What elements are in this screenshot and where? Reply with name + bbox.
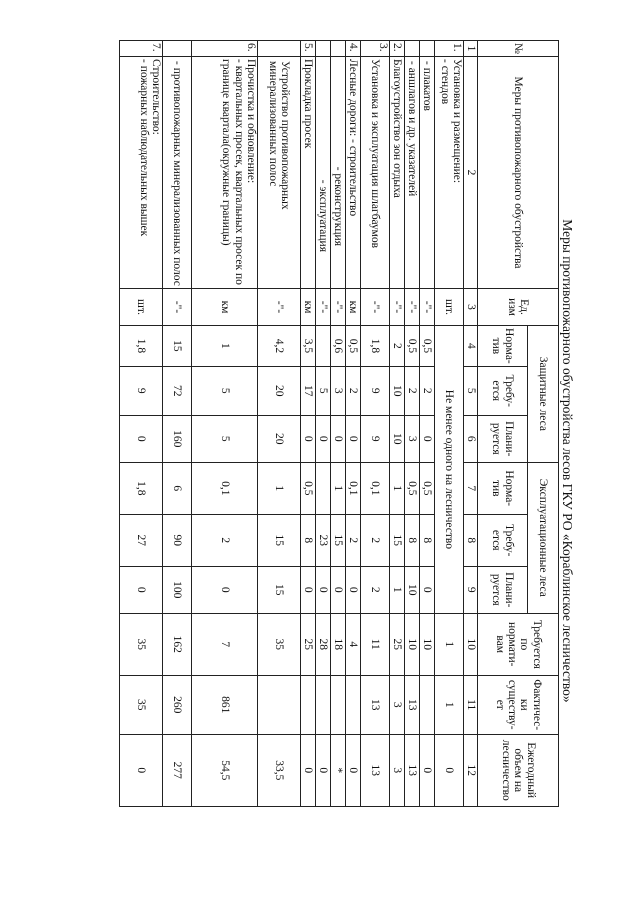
row-unit: -"- [331, 289, 346, 326]
row-o-norm: 0,5 [301, 462, 316, 514]
table-row [405, 41, 420, 807]
row-annual: * [331, 734, 346, 806]
row-p-req: 5 [316, 366, 331, 415]
row-annual: 0 [420, 734, 435, 806]
col-number: 8 [464, 514, 478, 566]
header-num: № [478, 41, 559, 57]
header-protective: Защитные леса [528, 326, 559, 463]
row-p-plan: 0 [420, 415, 435, 462]
row-o-plan: 0 [331, 566, 346, 613]
row-p-plan: 0 [316, 415, 331, 462]
row-num [258, 41, 301, 57]
row-o-norm: 0,1 [346, 462, 361, 514]
row-annual: 13 [405, 734, 420, 806]
row-actual: 13 [405, 675, 420, 734]
row-o-plan: 10 [405, 566, 420, 613]
merged-note: Не менее одного на лесничество [435, 326, 464, 614]
row-p-req: 20 [258, 366, 301, 415]
row-req-norm: 25 [301, 613, 316, 675]
row-unit: -"- [420, 289, 435, 326]
row-p-norm [316, 326, 331, 367]
row-actual: 3 [390, 675, 405, 734]
table-row [192, 41, 258, 807]
row-o-norm: 1 [258, 462, 301, 514]
row-o-req: 23 [316, 514, 331, 566]
row-unit: км [301, 289, 316, 326]
row-actual [258, 675, 301, 734]
row-req-norm: 10 [405, 613, 420, 675]
row-name: - реконструкция [331, 57, 346, 289]
row-req-norm: 4 [346, 613, 361, 675]
row-o-norm: 0,1 [361, 462, 390, 514]
row-name: - эксплуатация [316, 57, 331, 289]
row-o-norm: 0,5 [420, 462, 435, 514]
row-o-req: 8 [301, 514, 316, 566]
row-o-req: 2 [346, 514, 361, 566]
row-name: - противопожарных минерализованных полос [163, 57, 192, 289]
row-req-norm: 35 [120, 613, 163, 675]
row-req-norm: 1 [435, 613, 464, 675]
row-p-req: 2 [420, 366, 435, 415]
row-unit: -"- [163, 289, 192, 326]
header-p-required: Требу- ется [478, 366, 528, 415]
row-name: Строительство: - пожарных наблюдательных вышек [120, 57, 163, 289]
row-p-plan: 0 [331, 415, 346, 462]
row-unit: -"- [316, 289, 331, 326]
col-number: 1 [464, 41, 478, 57]
row-o-plan: 100 [163, 566, 192, 613]
row-num [316, 41, 331, 57]
row-name: Установка и эксплуатация шлагбаумов [361, 57, 390, 289]
header-required-by-norm: Требуется по нормати- вам [478, 613, 559, 675]
row-p-norm: 4,2 [258, 326, 301, 367]
row-actual: 260 [163, 675, 192, 734]
table-row [163, 41, 192, 807]
header-measures: Меры противопожарного обустройства [478, 57, 559, 289]
row-num [163, 41, 192, 57]
row-num: 3. [361, 41, 390, 57]
row-o-req: 8 [405, 514, 420, 566]
row-name: Установка и размещение: - стендов [435, 57, 464, 289]
row-name: Устройство противопожарных минерализованных полос [258, 57, 301, 289]
row-name: - плакатов [420, 57, 435, 289]
row-annual: 0 [120, 734, 163, 806]
row-annual: 0 [301, 734, 316, 806]
row-num [420, 41, 435, 57]
row-annual: 277 [163, 734, 192, 806]
row-p-plan: 9 [361, 415, 390, 462]
row-p-norm: 0,6 [331, 326, 346, 367]
row-p-norm: 0,5 [405, 326, 420, 367]
row-p-norm: 3,5 [301, 326, 316, 367]
row-name: Прокладка просек [301, 57, 316, 289]
row-p-plan: 5 [192, 415, 258, 462]
table-row [316, 41, 331, 807]
col-number: 11 [464, 675, 478, 734]
row-unit: км [192, 289, 258, 326]
row-p-req: 5 [192, 366, 258, 415]
row-o-req: 90 [163, 514, 192, 566]
row-o-req: 15 [331, 514, 346, 566]
row-annual: 54,5 [192, 734, 258, 806]
table-row [331, 41, 346, 807]
row-o-norm: 6 [163, 462, 192, 514]
row-req-norm: 162 [163, 613, 192, 675]
header-o-planned: Плани- руется [478, 566, 528, 613]
row-o-plan: 0 [120, 566, 163, 613]
row-p-plan: 20 [258, 415, 301, 462]
row-actual: 1 [435, 675, 464, 734]
row-actual [346, 675, 361, 734]
row-o-plan: 1 [390, 566, 405, 613]
row-p-norm: 15 [163, 326, 192, 367]
row-p-req: 17 [301, 366, 316, 415]
header-actual: Фактичес- ки существу- ет [478, 675, 559, 734]
row-o-plan: 0 [192, 566, 258, 613]
row-req-norm: 35 [258, 613, 301, 675]
row-name: Прочистка и обновление: - квартальных просек, квартальных просек по границе квартала(окружные границы) [192, 57, 258, 289]
table-row [361, 41, 390, 807]
table-row [346, 41, 361, 807]
table-row [435, 41, 464, 807]
row-unit: км [346, 289, 361, 326]
row-p-plan: 0 [301, 415, 316, 462]
row-o-norm [316, 462, 331, 514]
header-o-norm: Норма- тив [478, 462, 528, 514]
row-p-plan: 10 [390, 415, 405, 462]
row-p-req: 9 [361, 366, 390, 415]
row-annual: 0 [316, 734, 331, 806]
row-o-plan: 15 [258, 566, 301, 613]
row-unit: -"- [405, 289, 420, 326]
row-num: 4. [346, 41, 361, 57]
col-number: 6 [464, 415, 478, 462]
row-o-plan: 2 [361, 566, 390, 613]
row-p-norm: 1 [192, 326, 258, 367]
row-p-plan: 3 [405, 415, 420, 462]
header-annual: Ежегодный объем на лесничество [478, 734, 559, 806]
row-o-norm: 1 [331, 462, 346, 514]
row-req-norm: 25 [390, 613, 405, 675]
row-num [331, 41, 346, 57]
row-p-norm: 1,8 [361, 326, 390, 367]
row-o-req: 2 [361, 514, 390, 566]
row-num: 7. [120, 41, 163, 57]
rotated-document [40, 36, 580, 876]
row-o-plan: 0 [346, 566, 361, 613]
col-number: 2 [464, 57, 478, 289]
row-p-norm: 0,5 [346, 326, 361, 367]
row-p-req: 72 [163, 366, 192, 415]
row-unit: шт. [120, 289, 163, 326]
row-p-req: 2 [346, 366, 361, 415]
row-p-plan: 0 [120, 415, 163, 462]
row-actual [316, 675, 331, 734]
row-o-req: 27 [120, 514, 163, 566]
col-number: 9 [464, 566, 478, 613]
document-title: Меры противопожарного обустройства лесов ГКУ РО «Кораблинское лесничество» [560, 219, 575, 703]
table-row [390, 41, 405, 807]
row-req-norm: 18 [331, 613, 346, 675]
row-annual: 0 [346, 734, 361, 806]
row-p-norm: 1,8 [120, 326, 163, 367]
row-unit: шт. [435, 289, 464, 326]
row-o-plan: 0 [316, 566, 331, 613]
row-name: Лесные дороги: - строительство [346, 57, 361, 289]
row-p-norm: 0,5 [420, 326, 435, 367]
row-unit: -"- [361, 289, 390, 326]
row-num: 1. [435, 41, 464, 57]
row-p-req: 3 [331, 366, 346, 415]
header-row-1 [528, 41, 559, 807]
row-annual: 13 [361, 734, 390, 806]
row-num: 2. [390, 41, 405, 57]
col-number: 3 [464, 289, 478, 326]
col-number: 4 [464, 326, 478, 367]
table-row [420, 41, 435, 807]
row-annual: 3 [390, 734, 405, 806]
row-o-norm: 0,5 [405, 462, 420, 514]
row-num: 6. [192, 41, 258, 57]
col-number: 7 [464, 462, 478, 514]
row-req-norm: 10 [420, 613, 435, 675]
row-req-norm: 28 [316, 613, 331, 675]
header-operational: Эксплуатационные леса [528, 462, 559, 613]
row-o-req: 2 [192, 514, 258, 566]
row-name: - аншлагов и др. указателей [405, 57, 420, 289]
row-p-req: 2 [405, 366, 420, 415]
row-annual: 33,5 [258, 734, 301, 806]
row-p-plan: 160 [163, 415, 192, 462]
header-p-planned: Плани- руется [478, 415, 528, 462]
row-num [405, 41, 420, 57]
table-row [301, 41, 316, 807]
row-actual: 35 [120, 675, 163, 734]
row-num: 5. [301, 41, 316, 57]
row-p-req: 9 [120, 366, 163, 415]
row-o-plan: 0 [420, 566, 435, 613]
row-o-plan: 0 [301, 566, 316, 613]
row-o-norm: 1 [390, 462, 405, 514]
table-row [258, 41, 301, 807]
row-p-req: 10 [390, 366, 405, 415]
col-number: 5 [464, 366, 478, 415]
row-actual: 13 [361, 675, 390, 734]
header-unit: Ед. изм [478, 289, 559, 326]
row-o-req: 15 [390, 514, 405, 566]
row-actual [301, 675, 316, 734]
row-req-norm: 11 [361, 613, 390, 675]
col-number: 10 [464, 613, 478, 675]
col-number: 12 [464, 734, 478, 806]
row-o-norm: 1,8 [120, 462, 163, 514]
table-row [120, 41, 163, 807]
row-actual [420, 675, 435, 734]
column-number-row [464, 41, 478, 807]
row-actual [331, 675, 346, 734]
row-p-plan: 0 [346, 415, 361, 462]
header-o-required: Требу- ется [478, 514, 528, 566]
row-actual: 861 [192, 675, 258, 734]
row-o-req: 8 [420, 514, 435, 566]
row-o-req: 15 [258, 514, 301, 566]
fire-protection-table [119, 40, 559, 807]
row-req-norm: 7 [192, 613, 258, 675]
header-p-norm: Норма- тив [478, 326, 528, 367]
row-unit: -"- [390, 289, 405, 326]
row-p-norm: 2 [390, 326, 405, 367]
row-unit: -"- [258, 289, 301, 326]
row-o-norm: 0,1 [192, 462, 258, 514]
row-annual: 0 [435, 734, 464, 806]
row-name: Благоустройство зон отдыха [390, 57, 405, 289]
